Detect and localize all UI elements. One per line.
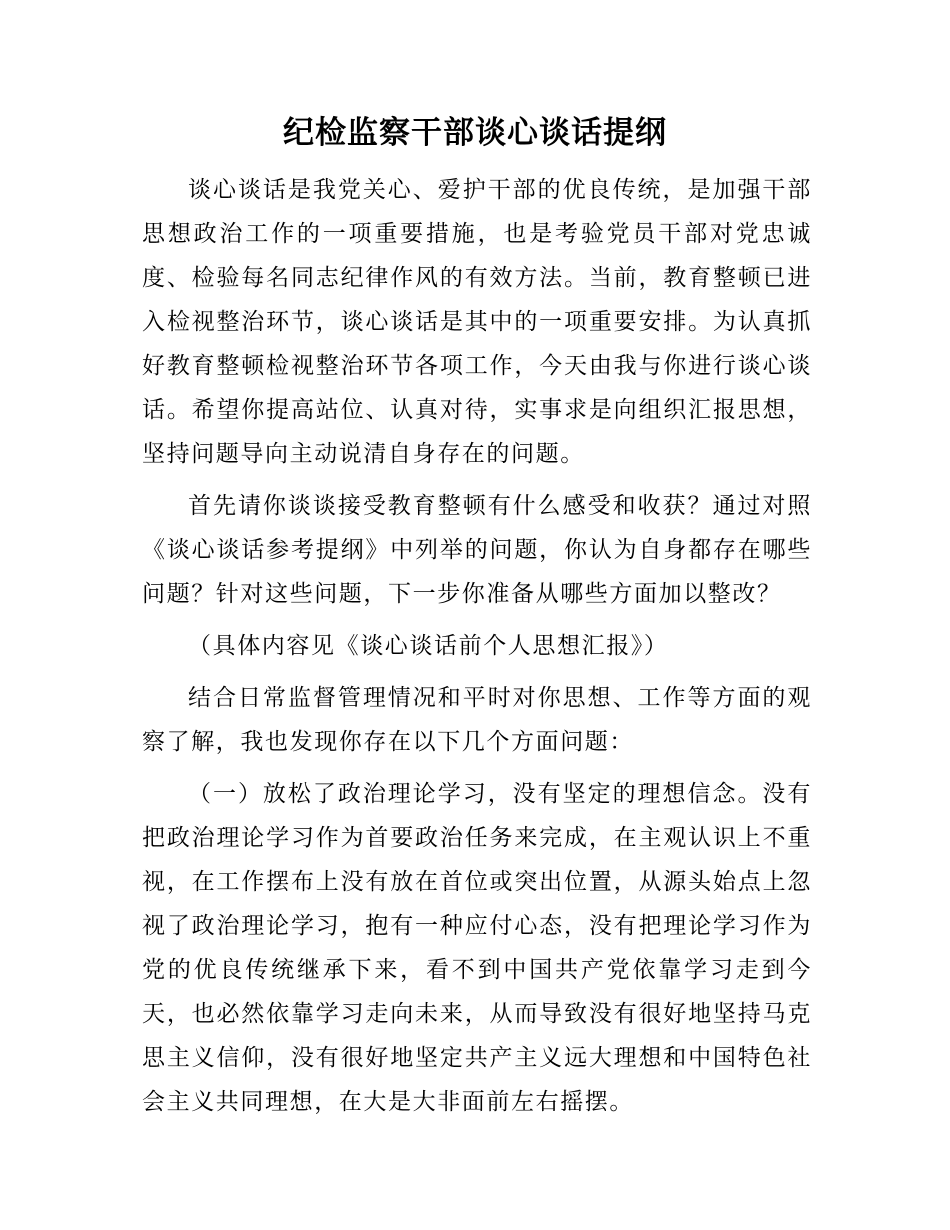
paragraph-observations: 结合日常监督管理情况和平时对你思想、工作等方面的观察了解，我也发现你存在以下几个方面问题： — [142, 685, 812, 755]
paragraph-questions: 首先请你谈谈接受教育整顿有什么感受和收获？通过对照《谈心谈话参考提纲》中列举的问题，你认为自身都存在哪些问题？针对这些问题，下一步你准备从哪些方面加以整改？ — [142, 493, 812, 607]
document-title: 纪检监察干部谈心谈话提纲 — [283, 115, 667, 151]
paragraph-reference-note: （具体内容见《谈心谈话前个人思想汇报》） — [188, 633, 669, 659]
paragraph-issue-one: （一）放松了政治理论学习，没有坚定的理想信念。没有把政治理论学习作为首要政治任务来完成，在主观认识上不重视，在工作摆布上没有放在首位或突出位置，从源头始点上忽视了政治理论学习，抱有一种应付心态，没有把理论学习作为党的优良传统继承下来，看不到中国共产党依靠学习走到今天，也必然依靠学习走向未来，从而导致没有很好地坚持马克思主义信仰，没有很好地坚定共产主义远大理想和中国特色社会主义共同理想，在大是大非面前左右摇摆。 — [142, 781, 812, 1115]
document-body — [142, 168, 812, 1132]
paragraph-intro: 谈心谈话是我党关心、爱护干部的优良传统，是加强干部思想政治工作的一项重要措施，也是考验党员干部对党忠诚度、检验每名同志纪律作风的有效方法。当前，教育整顿已进入检视整治环节，谈心谈话是其中的一项重要安排。为认真抓好教育整顿检视整治环节各项工作，今天由我与你进行谈心谈话。希望你提高站位、认真对待，实事求是向组织汇报思想，坚持问题导向主动说清自身存在的问题。 — [142, 177, 812, 467]
